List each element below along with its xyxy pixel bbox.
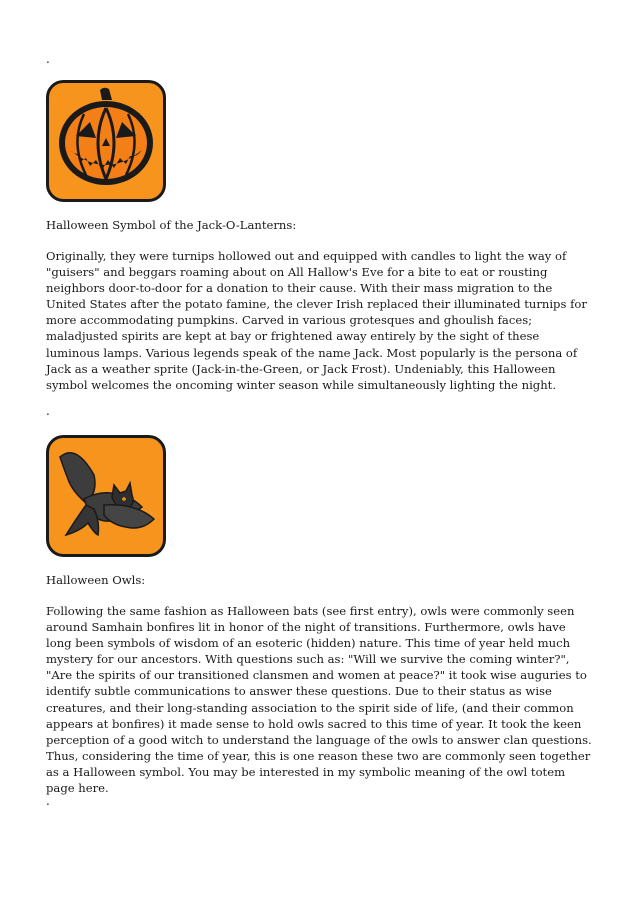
separator-dot: . xyxy=(46,794,50,808)
separator-dot: . xyxy=(46,404,50,418)
separator-dot: . xyxy=(46,52,50,66)
section-body: Following the same fashion as Halloween bats (see first entry), owls were commonly seen around Samhain bonfires lit in honor of the night of transitions. Furthermore, owls have long been symbols of wisdom of an esoteric (hidden) nature. This time of year held much mystery for our ancestors. With questions such as: "Will we survive the coming winter?", "Are the spirits of our transitioned clansmen and women at peace?" it took wise auguries to identify subtle communications to answer these questions. Due to their status as wise creatures, and their long-standing association to the spirit side of life, (and their common appears at bonfires) it made sense to hold owls sacred to this time of year. It took the keen perception of a good witch to understand the language of the owls to answer clan questions. Thus, considering the time of year, this is one reason these two are commonly seen together as a Halloween symbol. You may be interested in my symbolic meaning of the owl totem page here. xyxy=(46,604,592,796)
jack-o-lantern-icon xyxy=(46,80,166,202)
section-heading: Halloween Symbol of the Jack-O-Lanterns: xyxy=(46,218,297,232)
section-body: Originally, they were turnips hollowed out and equipped with candles to light the way of "guisers" and beggars roaming about on All Hallow's Eve for a bite to eat or rousting neighbors door-to-door for a donation to their cause. With their mass migration to the United States after the potato famine, the clever Irish replaced their illuminated turnips for more accommodating pumpkins. Carved in various grotesques and ghoulish faces; maladjusted spirits are kept at bay or frightened away entirely by the sight of these luminous lamps. Various legends speak of the name Jack. Most popularly is the persona of Jack as a weather sprite (Jack-in-the-Green, or Jack Frost). Undeniably, this Halloween symbol welcomes the oncoming winter season while simultaneously lighting the night. xyxy=(46,249,587,392)
owl-icon xyxy=(46,435,166,557)
section-heading: Halloween Owls: xyxy=(46,573,146,587)
